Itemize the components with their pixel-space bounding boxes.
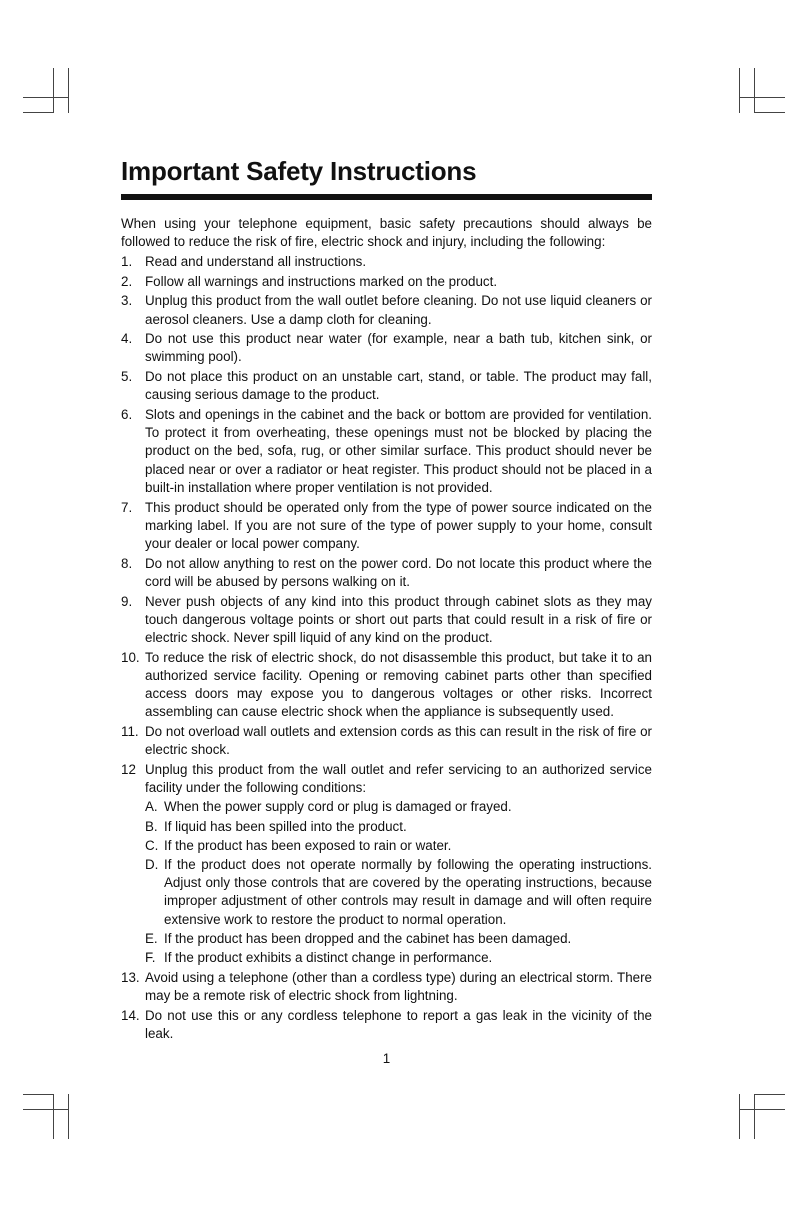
sub-item-letter: C.	[145, 837, 159, 853]
item-number: 3.	[121, 293, 133, 309]
item-text: Unplug this product from the wall outlet before cleaning. Do not use liquid cleaners or aerosol cleaners. Use a damp cloth for cleaning.	[145, 293, 652, 327]
crop-mark-top-left-vertical	[68, 68, 69, 113]
sub-list-item	[145, 818, 652, 836]
item-text: Read and understand all instructions.	[145, 253, 367, 269]
intro-paragraph: When using your telephone equipment, basic safety precautions should always be followed to reduce the risk of fire, electric shock and injury, including the following:	[121, 216, 652, 250]
item-number: 10.	[121, 649, 140, 665]
crop-mark-top-left-outer	[23, 97, 69, 98]
crop-mark-top-right-inner	[754, 68, 755, 113]
item-number: 11.	[121, 723, 139, 739]
sub-item-letter: F.	[145, 949, 156, 965]
item-text: Avoid using a telephone (other than a cordless type) during an electrical storm. There may be a remote risk of electric shock from lightning.	[145, 969, 652, 1003]
item-number: 4.	[121, 331, 133, 347]
item-text: Do not use this product near water (for example, near a bath tub, kitchen sink, or swimming pool).	[145, 331, 652, 365]
crop-mark-top-right-vertical	[739, 68, 740, 113]
sub-item-text: If the product does not operate normally by following the operating instructions. Adjust only those controls that are covered by the operating instructions, because improper adjustment of other controls may result in damage and will often require extensive work to restore the product to normal operation.	[164, 856, 652, 927]
list-item	[121, 761, 652, 967]
list-item	[121, 499, 652, 554]
sub-item-letter: D.	[145, 856, 159, 872]
item-number: 8.	[121, 555, 133, 571]
title-underline-rule	[121, 194, 652, 200]
list-item	[121, 292, 652, 328]
item-text: This product should be operated only from the type of power source indicated on the marking label. If you are not sure of the type of power supply to your home, consult your dealer or local power company.	[145, 499, 652, 551]
sub-list-item	[145, 949, 652, 967]
list-item	[121, 555, 652, 591]
page-number: 1	[382, 1051, 391, 1066]
sub-item-text: When the power supply cord or plug is damaged or frayed.	[164, 799, 512, 815]
list-item	[121, 1007, 652, 1043]
sub-list-item	[145, 930, 652, 948]
list-item	[121, 969, 652, 1005]
list-item	[121, 253, 652, 271]
crop-mark-bottom-left-horizontal	[23, 1094, 54, 1095]
conditions-sublist	[145, 798, 652, 967]
item-number: 12	[121, 761, 136, 777]
crop-mark-top-left-horizontal	[23, 112, 54, 113]
crop-mark-bottom-right-inner	[754, 1094, 755, 1139]
list-item	[121, 368, 652, 404]
item-number: 14.	[121, 1007, 140, 1023]
safety-instructions-body	[121, 215, 652, 1043]
item-text: To reduce the risk of electric shock, do not disassemble this product, but take it to an authorized service facility. Opening or removing cabinet parts other than specified access doors may expose you to dangerous voltages or other risks. Incorrect assembling can cause electric shock when the appliance is subsequently used.	[145, 649, 652, 720]
item-number: 1.	[121, 253, 133, 269]
crop-mark-bottom-right-outer	[739, 1109, 785, 1110]
list-item	[121, 406, 652, 497]
item-number: 7.	[121, 499, 133, 515]
crop-mark-bottom-right-horizontal	[754, 1094, 785, 1095]
list-item	[121, 593, 652, 648]
sub-item-letter: E.	[145, 930, 158, 946]
crop-mark-top-right-outer	[739, 97, 785, 98]
page-title: Important Safety Instructions	[121, 156, 477, 186]
item-text: Do not overload wall outlets and extension cords as this can result in the risk of fire or electric shock.	[145, 723, 652, 758]
list-item	[121, 649, 652, 722]
sub-item-letter: B.	[145, 818, 158, 834]
item-number: 9.	[121, 593, 133, 609]
item-text: Slots and openings in the cabinet and the back or bottom are provided for ventilation. To protect it from overheating, these openings must not be blocked by placing the product on the bed, sofa, rug, or other similar surface. This product should never be placed near or over a radiator or heat register. This product should not be placed in a built-in installation where proper ventilation is not provided.	[145, 407, 652, 495]
sub-item-letter: A.	[145, 799, 158, 815]
item-text: Do not use this or any cordless telephone to report a gas leak in the vicinity of the leak.	[145, 1007, 652, 1041]
sub-item-text: If the product has been exposed to rain or water.	[164, 837, 452, 853]
sub-item-text: If the product has been dropped and the cabinet has been damaged.	[164, 930, 572, 946]
item-text: Never push objects of any kind into this product through cabinet slots as they may touch dangerous voltage points or short out parts that could result in a risk of fire or electric shock. Never spill liquid of any kind on the product.	[145, 593, 652, 645]
item-number: 13.	[121, 969, 140, 985]
item-text: Do not allow anything to rest on the power cord. Do not locate this product where the cord will be abused by persons walking on it.	[145, 555, 652, 589]
item-number: 5.	[121, 369, 133, 385]
item-number: 2.	[121, 273, 133, 289]
list-item	[121, 330, 652, 366]
crop-mark-bottom-left-vertical	[68, 1094, 69, 1139]
item-text: Do not place this product on an unstable cart, stand, or table. The product may fall, causing serious damage to the product.	[145, 369, 652, 403]
item-text: Follow all warnings and instructions marked on the product.	[145, 273, 498, 289]
list-item	[121, 723, 652, 759]
crop-mark-bottom-left-outer	[23, 1109, 69, 1110]
sub-item-text: If liquid has been spilled into the product.	[164, 818, 407, 834]
sub-item-text: If the product exhibits a distinct change in performance.	[164, 949, 493, 965]
instruction-list	[121, 253, 652, 1043]
sub-list-item	[145, 837, 652, 855]
item-number: 6.	[121, 407, 133, 423]
crop-mark-top-left-inner	[53, 68, 54, 113]
sub-list-item	[145, 856, 652, 929]
item-text: Unplug this product from the wall outlet and refer servicing to an authorized service facility under the following conditions:	[145, 761, 652, 796]
list-item	[121, 273, 652, 291]
crop-mark-top-right-horizontal	[754, 112, 785, 113]
item-body	[145, 761, 652, 967]
crop-mark-bottom-left-inner	[53, 1094, 54, 1139]
crop-mark-bottom-right-vertical	[739, 1094, 740, 1139]
sub-list-item	[145, 798, 652, 816]
